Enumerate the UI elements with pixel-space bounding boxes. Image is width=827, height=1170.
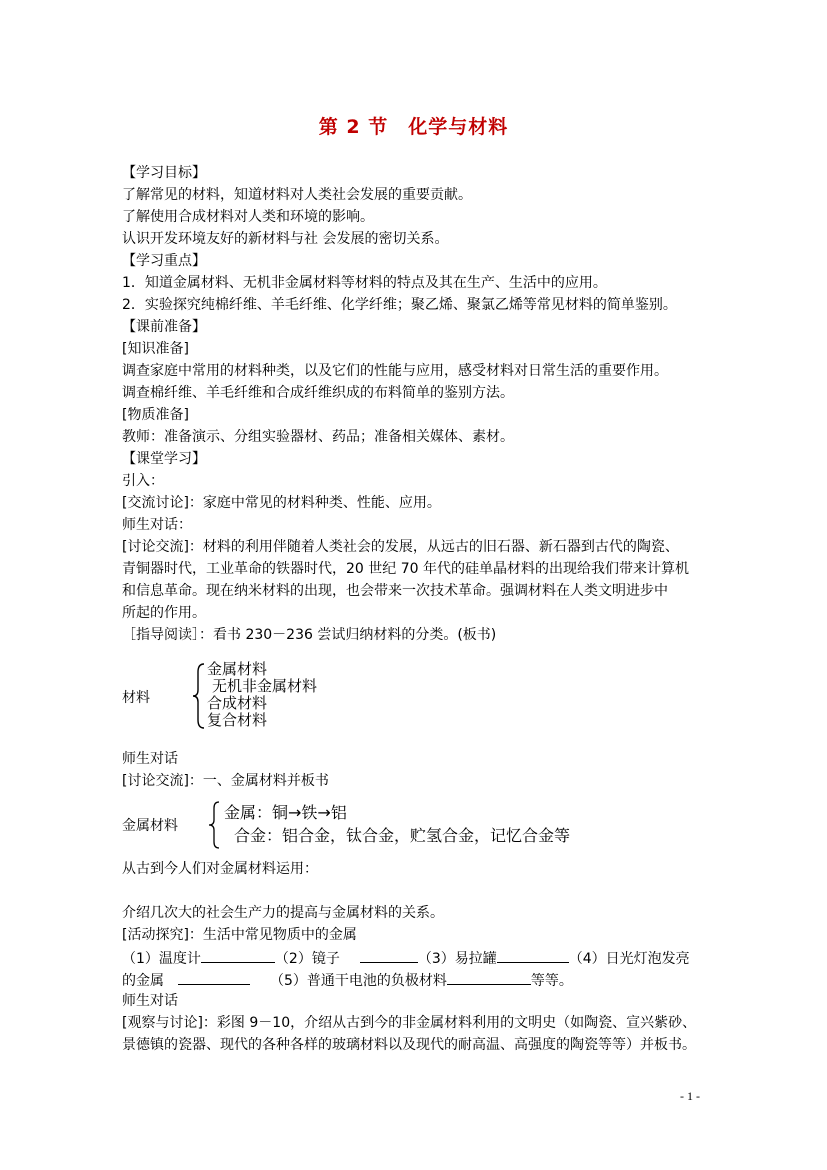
blank-5[interactable] [447, 970, 531, 985]
act-1c: （3）易拉罐 [417, 951, 497, 967]
goal-1: 了解常见的材料，知道材料对人类社会发展的重要贡献。 [122, 187, 472, 203]
act-2b: （5）普通干电池的负极材料 [270, 973, 447, 989]
prep-heading: 【课前准备】 [122, 319, 206, 335]
blank-3[interactable] [497, 948, 569, 963]
dialog-2: 师生对话 [122, 751, 178, 767]
act-1d: （4）日光灯泡发亮 [568, 951, 690, 967]
knowledge-2: 调查棉纤维、羊毛纤维和合成纤维织成的布料简单的鉴别方法。 [122, 385, 514, 401]
focus-2: 2．实验探究纯棉纤维、羊毛纤维、化学纤维；聚乙烯、聚氯乙烯等常见材料的简单鉴别。 [122, 297, 677, 313]
history: 从古到今人们对金属材料运用： [122, 861, 318, 877]
class-heading: 【课堂学习】 [122, 451, 206, 467]
blank-2[interactable] [360, 948, 418, 963]
activity-line-1 [122, 948, 690, 968]
knowledge-1: 调查家庭中常用的材料种类，以及它们的性能与应用，感受材料对日常生活的重要作用。 [122, 363, 668, 379]
act-2a: 的金属 [122, 973, 164, 989]
discuss-1: [交流讨论]：家庭中常见的材料种类、性能、应用。 [122, 495, 441, 511]
discuss-3: [讨论交流]：一、金属材料并板书 [122, 773, 329, 789]
discuss-2a: [讨论交流]：材料的利用伴随着人类社会的发展，从远古的旧石器、新石器到古代的陶瓷、 [122, 539, 679, 555]
goals-heading: 【学习目标】 [122, 165, 206, 181]
observe-b: 景德镇的瓷器、现代的各种各样的玻璃材料以及现代的耐高温、高强度的陶瓷等等）并板书。 [122, 1037, 696, 1053]
observe-a: [观察与讨论]：彩图 9－10，介绍从古到今的非金属材料利用的文明史（如陶瓷、宣兴紫砂、 [122, 1015, 697, 1031]
intro-2: 介绍几次大的社会生产力的提高与金属材料的关系。 [122, 905, 444, 921]
act-1b: （2）镜子 [274, 951, 340, 967]
goal-2: 了解使用合成材料对人类和环境的影响。 [122, 209, 374, 225]
page-number: - 1 - [680, 1089, 700, 1103]
blank-4[interactable] [178, 970, 250, 985]
materials-label: 材料 [122, 690, 150, 706]
discuss-2d: 所起的作用。 [122, 605, 206, 621]
metal-label: 金属材料 [122, 818, 178, 834]
intro: 引入： [122, 473, 164, 489]
focus-1: 1．知道金属材料、无机非金属材料等材料的特点及其在生产、生活中的应用。 [122, 275, 607, 291]
activity: [活动探究]：生活中常见物质中的金属 [122, 927, 357, 943]
materials-item-synthetic: 合成材料 [207, 694, 268, 712]
page-title: 第 2 节 化学与材料 [318, 116, 509, 138]
discuss-2c: 和信息革命。现在纳米材料的出现，也会带来一次技术革命。强调材料在人类文明进步中 [122, 583, 668, 599]
act-1a: （1）温度计 [122, 951, 201, 967]
material-1: 教师：准备演示、分组实验器材、药品；准备相关媒体、素材。 [122, 429, 514, 445]
knowledge-prep: [知识准备] [122, 341, 189, 357]
activity-line-2 [122, 970, 573, 990]
act-2c: 等等。 [530, 973, 573, 989]
focus-heading: 【学习重点】 [122, 253, 206, 269]
reading-guide: ［指导阅读］：看书 230－236 尝试归纳材料的分类。(板书) [122, 627, 497, 643]
dialog-3: 师生对话 [122, 993, 178, 1009]
material-prep: [物质准备] [122, 407, 189, 423]
dialog-1: 师生对话： [122, 517, 192, 533]
metal-line-1: 金属：铜→铁→铝 [224, 803, 347, 822]
materials-item-metal: 金属材料 [207, 660, 268, 678]
metal-brace [206, 800, 224, 850]
materials-item-inorganic: 无机非金属材料 [212, 677, 318, 695]
metal-line-2: 合金：铝合金，钛合金，贮氢合金，记忆合金等 [234, 826, 571, 845]
blank-1[interactable] [201, 948, 275, 963]
goal-3: 认识开发环境友好的新材料与社 会发展的密切关系。 [122, 231, 449, 247]
materials-item-composite: 复合材料 [207, 711, 268, 729]
discuss-2b: 青铜器时代，工业革命的铁器时代，20 世纪 70 年代的硅单晶材料的出现给我们带来计算机 [122, 561, 689, 577]
